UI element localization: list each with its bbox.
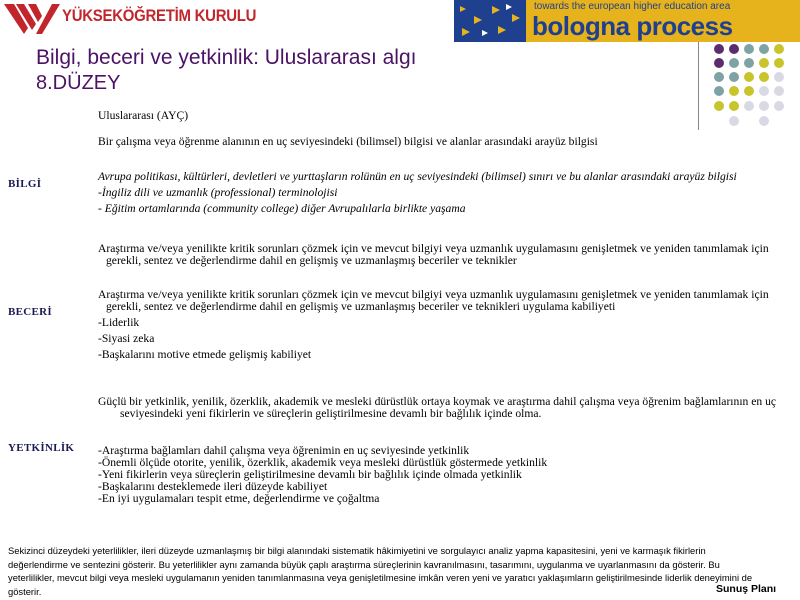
beceri-intro-text: Araştırma ve/veya yenilikte kritik sorunları çözmek için ve mevcut bilgiyi veya uzmanlık uygulamasını genişletmek ve yeniden tanımlamak için gerekli, sentez ve değerlendirme dahil en gelişmiş ve uzmanlaşmış beceriler ve teknikler — [98, 242, 769, 267]
yok-name: YÜKSEKÖĞRETİM KURULU — [62, 6, 257, 25]
yetkinlik-item: -Önemli ölçüde otorite, yenilik, özerklik, akademik veya mesleki dürüstlük göstermede yetkinlik — [98, 456, 548, 469]
dot — [759, 86, 769, 96]
dot — [774, 72, 784, 82]
yetkinlik-intro — [98, 396, 788, 420]
dot — [774, 44, 784, 54]
yetkinlik-intro-text: Güçlü bir yetkinlik, yenilik, özerklik, akademik ve mesleki dürüstlük ortaya koymak ve araştırma dahil çalışma veya öğrenim bağlamlarının en uç seviyesindeki yeni fikirlerin ve süreçlerin geliştirilmesine devamlı bir bağlılık içinde olma. — [98, 395, 777, 420]
beceri-detail — [98, 289, 788, 361]
dot — [714, 58, 724, 68]
dot — [729, 44, 739, 54]
yetkinlik-items — [98, 445, 788, 505]
dot — [744, 72, 754, 82]
row-label-bilgi: BİLGİ — [8, 178, 42, 190]
dot — [759, 72, 769, 82]
beceri-detail-text: Araştırma ve/veya yenilikte kritik sorunları çözmek için ve mevcut bilgiyi veya uzmanlık uygulamasını genişletmek ve yeniden tanımlamak için gerekli, sentez ve değerlendirme dahil en gelişmiş ve uzmanlaşmış beceriler ve teknikleri uygulama kabiliyeti — [98, 288, 769, 313]
bologna-banner — [454, 0, 800, 42]
slide-subtitle: 8.DÜZEY — [36, 72, 121, 94]
slide-title: Bilgi, beceri ve yetkinlik: Uluslararası algı — [36, 46, 417, 69]
beceri-item: -Liderlik — [98, 316, 140, 329]
row-label-beceri: BECERİ — [8, 306, 52, 318]
sunus-plani-link[interactable]: Sunuş Planı — [716, 583, 777, 595]
yetkinlik-item: -Yeni fikirlerin veya süreçlerin geliştirilmesine devamlı bir bağlılık içinde olmada yetkinlik — [98, 468, 522, 481]
yetkinlik-item: -Araştırma bağlamları dahil çalışma veya öğrenimin en uç seviyesinde yetkinlik — [98, 444, 470, 457]
dot — [729, 86, 739, 96]
row-label-yetkinlik: YETKİNLİK — [8, 442, 75, 454]
dot — [744, 86, 754, 96]
dot — [729, 72, 739, 82]
bilgi-item: - Eğitim ortamlarında (community college) diğer Avrupalılarla birlikte yaşama — [98, 202, 466, 215]
footer-description: Sekizinci düzeydeki yeterlilikler, ileri düzeyde uzmanlaşmış bir bilgi alanındaki sistematik hâkimiyetini ve sorgulayıcı analiz yapma kapasitesini, yeni ve karmaşık fikirlerin değerlendirme ve sentezini gösterir. Bu yeterlilikler aynı zamanda büyük çaplı araştırma süreçlerinin kavranılmasını, tasarımını, uygulanma ve uyarlanmasını da gösterir. Bu yeterlilikler, mevcut bilgi veya mesleki uygulamanın yeniden tanımlanmasına veya genişletilmesine imkân veren yeni ve yaratıcı yaklaşımların geliştirilmesinde liderlik deneyimini de gösterir. — [8, 545, 753, 597]
yetkinlik-item: -En iyi uygulamaları tespit etme, değerlendirme ve çoğaltma — [98, 492, 380, 505]
dot — [759, 58, 769, 68]
yetkinlik-item: -Başkalarını desteklemede ileri düzeyde kabiliyet — [98, 480, 328, 493]
bilgi-item: Avrupa politikası, kültürleri, devletleri ve yurttaşların rolünün en uç seviyesindeki (bilimsel) sınırı ve bu alanlar arasındaki arayüz bilgisi — [98, 170, 737, 183]
dot — [729, 58, 739, 68]
bologna-tagline: towards the european higher education area — [534, 1, 731, 12]
dot — [714, 86, 724, 96]
bilgi-item: -İngiliz dili ve uzmanlık (professional) terminolojisi — [98, 186, 338, 199]
section-heading — [98, 110, 788, 122]
dot — [759, 44, 769, 54]
dot — [774, 86, 784, 96]
dot — [714, 44, 724, 54]
beceri-item: -Siyasi zeka — [98, 332, 155, 345]
dot — [744, 44, 754, 54]
bilgi-intro-text: Bir çalışma veya öğrenme alanının en uç seviyesindeki (bilimsel) bilgisi ve alanlar arasındaki arayüz bilgisi — [98, 135, 598, 148]
beceri-intro — [98, 243, 788, 267]
dot — [714, 72, 724, 82]
bologna-name: bologna process — [532, 11, 733, 41]
bologna-stars-icon — [454, 0, 526, 42]
bilgi-intro — [98, 136, 788, 148]
section-heading-text: Uluslararası (AYÇ) — [98, 109, 189, 122]
beceri-item: -Başkalarını motive etmede gelişmiş kabiliyet — [98, 348, 312, 361]
dot — [774, 58, 784, 68]
bilgi-items — [98, 171, 788, 215]
dot — [744, 58, 754, 68]
